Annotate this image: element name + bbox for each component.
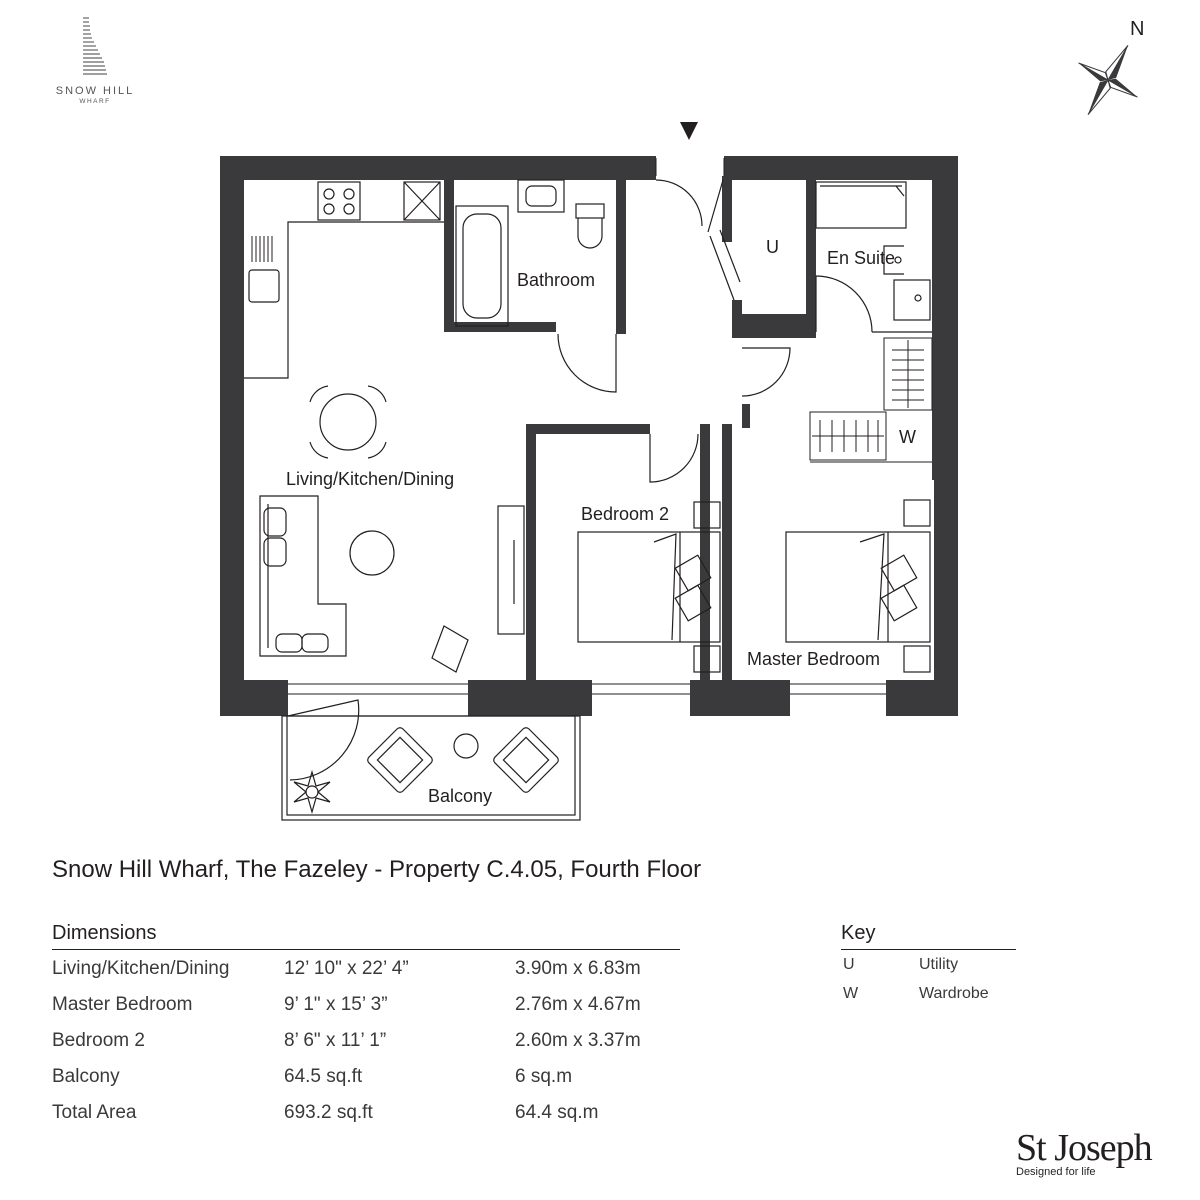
key-item xyxy=(841,979,1016,1008)
bathroom-fixtures xyxy=(456,180,604,326)
key-code: U xyxy=(843,956,855,973)
dimension-imperial: 8’ 6" x 11’ 1” xyxy=(284,1030,387,1051)
dimension-row xyxy=(52,1094,680,1130)
room-label-bedroom2: Bedroom 2 xyxy=(581,504,670,524)
dimensions-heading: Dimensions xyxy=(52,922,680,950)
dimension-imperial: 693.2 sq.ft xyxy=(284,1102,373,1123)
dining-set xyxy=(310,386,386,458)
room-label-wardrobe: W xyxy=(899,427,916,447)
dimension-imperial: 12’ 10" x 22’ 4” xyxy=(284,958,409,979)
dimension-room: Bedroom 2 xyxy=(52,1030,145,1051)
key-legend xyxy=(841,922,1016,1008)
key-item xyxy=(841,950,1016,979)
dimension-metric: 3.90m x 6.83m xyxy=(515,958,641,979)
logo-subname: WHARF xyxy=(79,98,111,105)
st-joseph-logo xyxy=(1016,1128,1166,1178)
dimension-metric: 2.60m x 3.37m xyxy=(515,1030,641,1051)
dimension-row xyxy=(52,1022,680,1058)
room-label-bathroom: Bathroom xyxy=(517,270,596,290)
plant-icon xyxy=(294,772,330,812)
brand-name: St Joseph xyxy=(1016,1127,1152,1169)
lounge-furniture xyxy=(260,496,524,672)
room-label-utility: U xyxy=(766,237,779,257)
bedroom2-furniture xyxy=(578,502,720,672)
key-heading: Key xyxy=(841,922,1016,950)
logo-name: SNOW HILL xyxy=(55,85,135,97)
master-bedroom-furniture xyxy=(786,500,930,672)
brand-tagline: Designed for life xyxy=(1016,1166,1096,1178)
dimension-room: Master Bedroom xyxy=(52,994,193,1015)
room-label-ensuite: En Suite xyxy=(827,248,896,268)
room-label-balcony: Balcony xyxy=(428,786,493,806)
dimension-row xyxy=(52,950,680,986)
dimension-metric: 6 sq.m xyxy=(515,1066,573,1087)
dimensions-table xyxy=(52,922,680,1130)
dimension-row xyxy=(52,1058,680,1094)
kitchen-units xyxy=(244,182,444,378)
dimension-metric: 64.4 sq.m xyxy=(515,1102,599,1123)
compass-north-label: N xyxy=(1130,18,1145,40)
room-label-living: Living/Kitchen/Dining xyxy=(286,469,455,489)
dimension-row xyxy=(52,986,680,1022)
property-title: Snow Hill Wharf, The Fazeley - Property C.4.05, Fourth Floor xyxy=(52,856,702,883)
entrance-arrow-icon xyxy=(680,122,698,140)
key-label: Wardrobe xyxy=(919,985,989,1002)
dimension-imperial: 9’ 1" x 15’ 3” xyxy=(284,994,388,1015)
key-label: Utility xyxy=(919,956,959,973)
dimension-room: Total Area xyxy=(52,1102,137,1123)
room-label-master: Master Bedroom xyxy=(747,649,881,669)
dimension-room: Balcony xyxy=(52,1066,120,1087)
dimension-imperial: 64.5 sq.ft xyxy=(284,1066,363,1087)
key-code: W xyxy=(843,985,859,1002)
dimension-metric: 2.76m x 4.67m xyxy=(515,994,641,1015)
dimension-room: Living/Kitchen/Dining xyxy=(52,958,230,979)
